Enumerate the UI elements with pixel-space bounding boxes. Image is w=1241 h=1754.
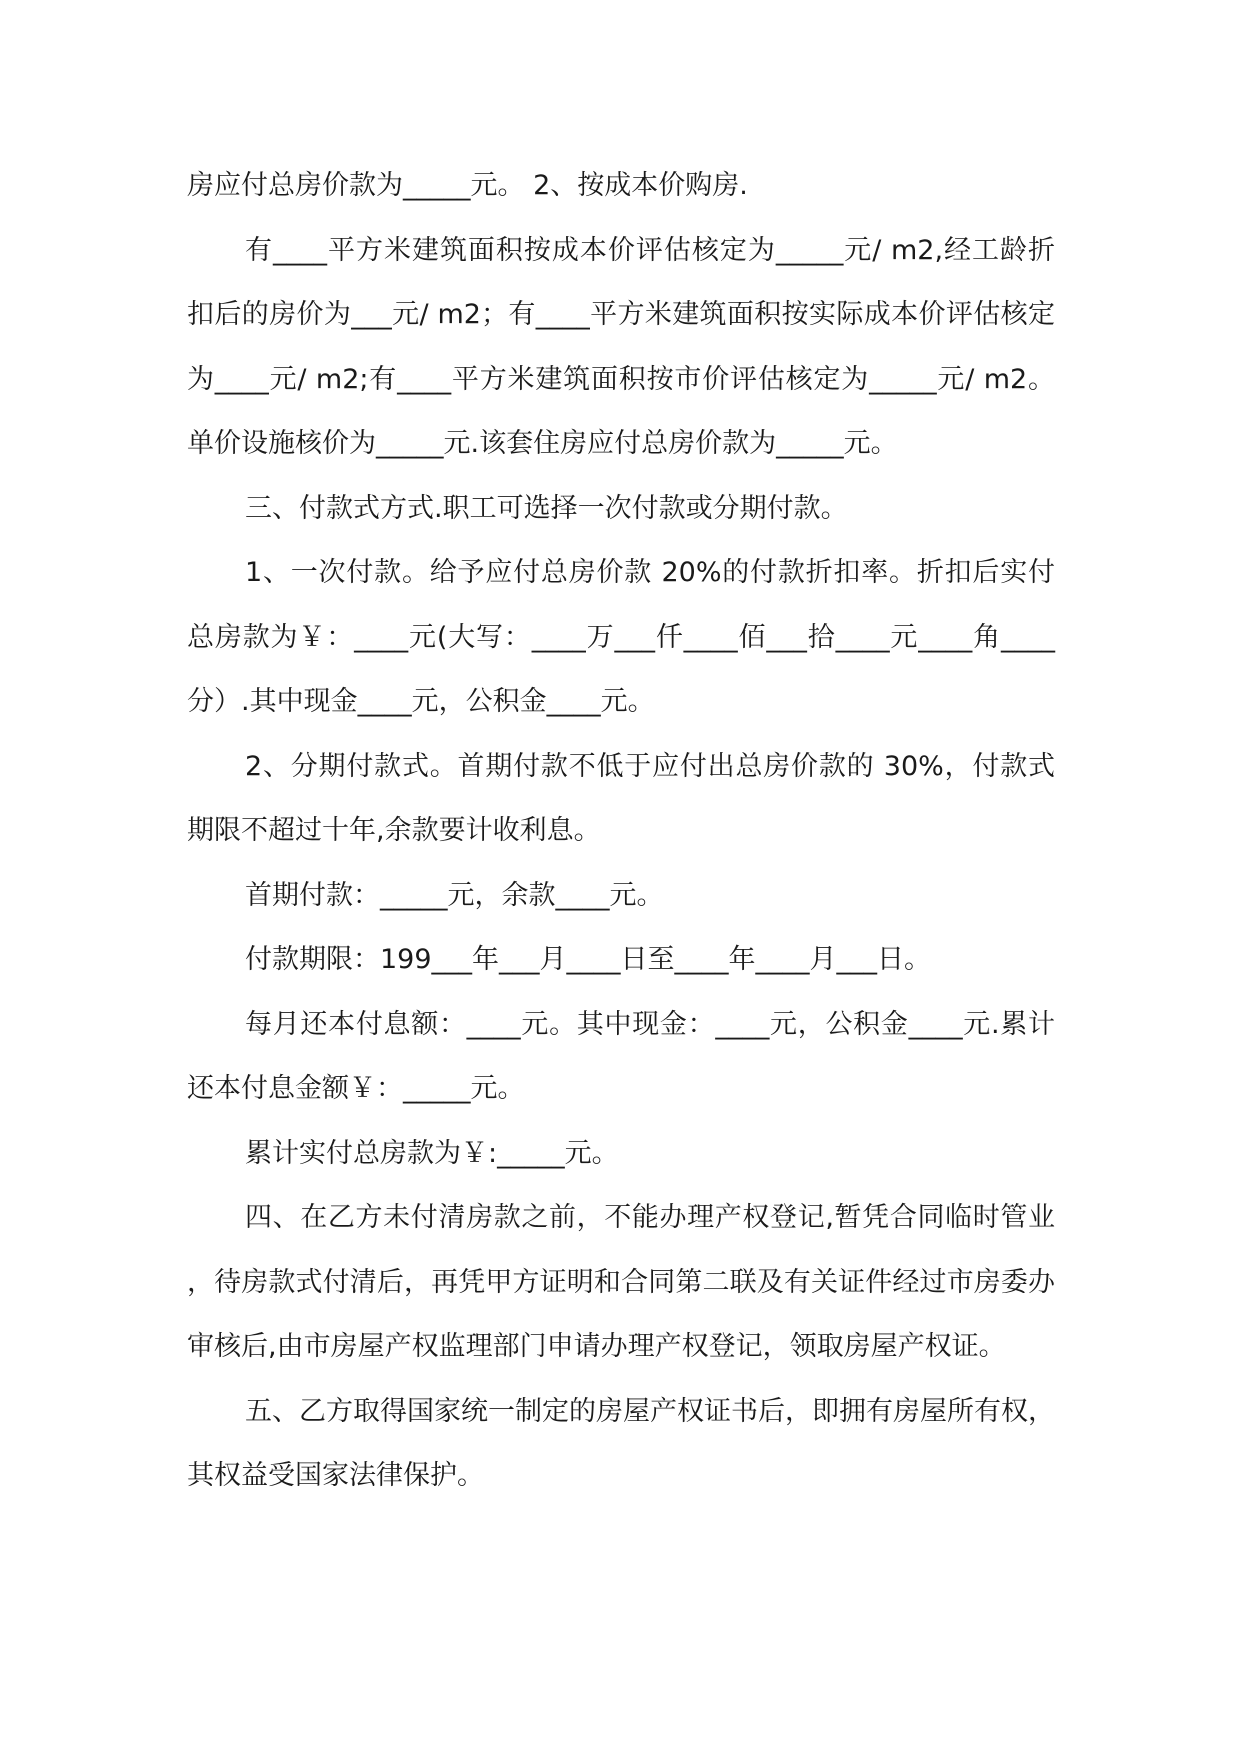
paragraph-installment-payment: 2、分期付款式。首期付款不低于应付出总房价款的 30%，付款式期限不超过十年,余款要计收利息。 bbox=[187, 750, 1055, 846]
paragraph-down-payment: 首期付款：_____元，余款____元。 bbox=[245, 879, 664, 911]
paragraph-one-time-payment: 1、一次付款。给予应付总房价款 20%的付款折扣率。折扣后实付总房款为￥：____元(大写：____万___仟____佰___拾____元____角____分）.其中现金____元，公积金____元。 bbox=[187, 557, 1055, 717]
document-body bbox=[187, 154, 1055, 1509]
paragraph-total-paid: 累计实付总房款为￥:_____元。 bbox=[245, 1137, 619, 1169]
paragraph-section-4: 四、在乙方未付清房款之前，不能办理产权登记,暂凭合同临时管业，待房款式付清后，再凭甲方证明和合同第二联及有关证件经过市房委办审核后,由市房屋产权监理部门申请办理产权登记，领取房屋产权证。 bbox=[187, 1202, 1055, 1362]
paragraph-cost-price-terms: 有____平方米建筑面积按成本价评估核定为_____元/ m2,经工龄折扣后的房价为___元/ m2；有____平方米建筑面积按实际成本价评估核定为____元/ m2;有____平方米建筑面积按市价评估核定为_____元/ m2。单价设施核价为_____元.该套住房应付总房价款为_____元。 bbox=[187, 234, 1055, 459]
paragraph-section-3-heading: 三、付款式方式.职工可选择一次付款或分期付款。 bbox=[245, 492, 848, 524]
paragraph-payment-period: 付款期限：199___年___月____日至____年____月___日。 bbox=[245, 944, 932, 975]
paragraph-payment-total-cont: 房应付总房价款为_____元。 2、按成本价购房. bbox=[187, 170, 748, 201]
paragraph-section-5: 五、乙方取得国家统一制定的房屋产权证书后，即拥有房屋所有权，其权益受国家法律保护。 bbox=[187, 1395, 1055, 1491]
paragraph-monthly-repayment: 每月还本付息额：____元。其中现金：____元，公积金____元.累计还本付息金额￥：_____元。 bbox=[187, 1008, 1055, 1104]
